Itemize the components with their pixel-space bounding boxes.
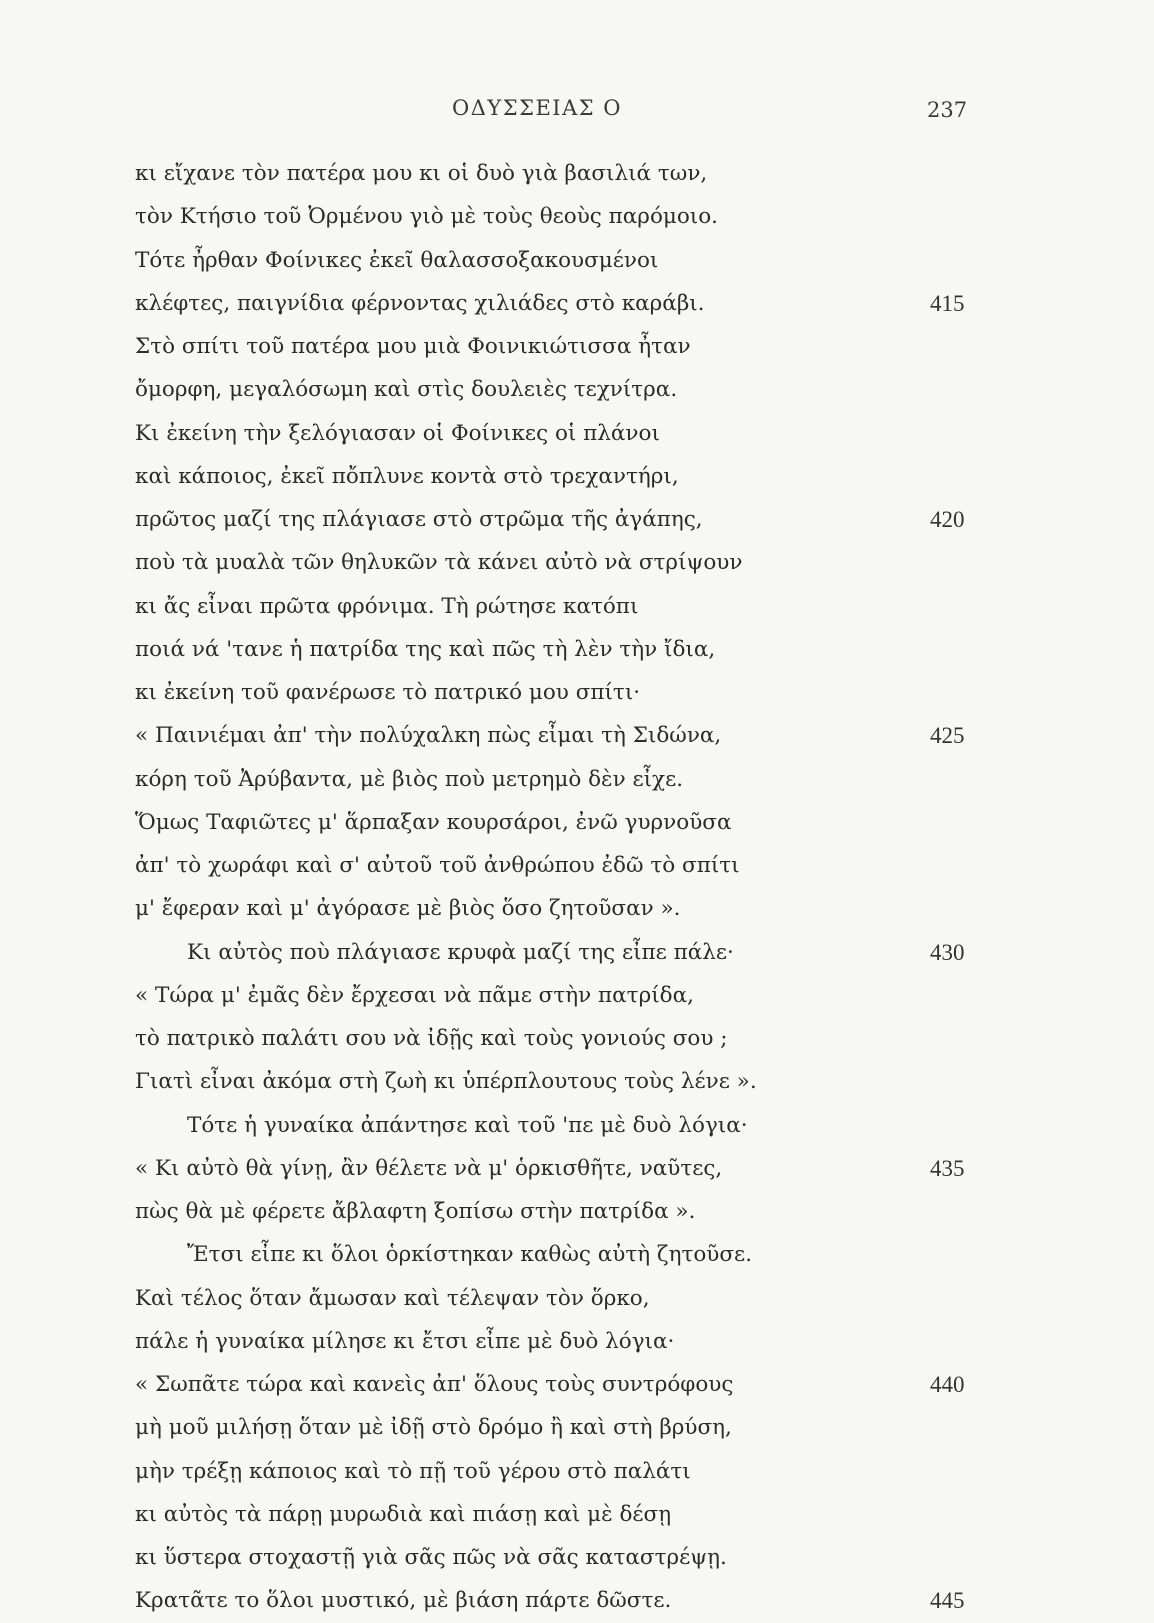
verse-text: « Παινιέμαι ἀπ' τὴν πολύχαλκη πὼς εἶμαι τὴ Σιδώνα, <box>135 723 722 749</box>
verse-text: πὼς θὰ μὲ φέρετε ἄβλαφτη ξοπίσω στὴν πατρίδα ». <box>135 1199 696 1224</box>
verse-line <box>0 931 1154 974</box>
verse-text: Τότε ἦρθαν Φοίνικες ἐκεῖ θαλασσοξακουσμένοι <box>135 247 659 273</box>
verse-text: « Κι αὐτὸ θὰ γίνῃ, ἂν θέλετε νὰ μ' ὁρκισθῆτε, ναῦτες, <box>135 1155 723 1181</box>
verse-text: κι ὕστερα στοχαστῇ γιὰ σᾶς πῶς νὰ σᾶς καταστρέψῃ. <box>135 1545 727 1570</box>
line-number: 415 <box>930 290 965 316</box>
verse-text: « Σωπᾶτε τώρα καὶ κανεὶς ἀπ' ὅλους τοὺς συντρόφους <box>135 1372 734 1397</box>
verse-line <box>0 412 1154 455</box>
verse-line <box>0 325 1154 368</box>
verse-text: Γιατὶ εἶναι ἀκόμα στὴ ζωὴ κι ὑπέρπλουτους τοὺς λένε ». <box>135 1069 757 1095</box>
line-number: 425 <box>930 723 965 749</box>
verse-line <box>0 455 1154 498</box>
verse-text: Κρατᾶτε το ὅλοι μυστικό, μὲ βιάση πάρτε δῶστε. <box>135 1588 672 1614</box>
verse-text: Κι αὐτὸς ποὺ πλάγιασε κρυφὰ μαζί της εἶπε πάλε· <box>187 939 734 965</box>
verse-text: Στὸ σπίτι τοῦ πατέρα μου μιὰ Φοινικιώτισσα ἦταν <box>135 334 691 359</box>
verse-line <box>0 1104 1154 1147</box>
verse-line <box>0 152 1154 195</box>
verse-text: μὴ μοῦ μιλήσῃ ὅταν μὲ ἰδῇ στὸ δρόμο ἢ καὶ στὴ βρύση, <box>135 1415 732 1441</box>
verse-line <box>0 585 1154 628</box>
verse-line <box>0 1493 1154 1536</box>
verse-text: μ' ἔφεραν καὶ μ' ἀγόρασε μὲ βιὸς ὅσο ζητοῦσαν ». <box>135 896 681 922</box>
verse-line <box>0 974 1154 1017</box>
verse-text: κλέφτες, παιγνίδια φέρνοντας χιλιάδες στὸ καράβι. <box>135 290 705 316</box>
verse-text: ἀπ' τὸ χωράφι καὶ σ' αὐτοῦ τοῦ ἀνθρώπου ἐδῶ τὸ σπίτι <box>135 853 740 878</box>
verse-line <box>0 1017 1154 1060</box>
verse-line <box>0 1060 1154 1103</box>
verse-line <box>0 887 1154 930</box>
verse-line <box>0 239 1154 282</box>
verse-text: πάλε ἡ γυναίκα μίλησε κι ἔτσι εἶπε μὲ δυὸ λόγια· <box>135 1328 675 1354</box>
verse-line <box>0 801 1154 844</box>
verse-line <box>0 1536 1154 1579</box>
verse-text: τὸν Κτήσιο τοῦ Ὀρμένου γιὸ μὲ τοὺς θεοὺς παρόμοιο. <box>135 204 719 230</box>
verse-text: Ὅμως Ταφιῶτες μ' ἅρπαξαν κουρσάροι, ἐνῶ γυρνοῦσα <box>135 809 732 835</box>
page-header <box>0 96 1154 130</box>
verse-line <box>0 1450 1154 1493</box>
verse-line <box>0 195 1154 238</box>
verse-text: μὴν τρέξῃ κάποιος καὶ τὸ πῇ τοῦ γέρου στὸ παλάτι <box>135 1458 691 1484</box>
line-number: 440 <box>930 1372 965 1397</box>
verse-text: ποὺ τὰ μυαλὰ τῶν θηλυκῶν τὰ κάνει αὐτὸ νὰ στρίψουν <box>135 550 743 576</box>
verse-text: πρῶτος μαζί της πλάγιασε στὸ στρῶμα τῆς ἀγάπης, <box>135 507 703 532</box>
verse-text: κι ἄς εἶναι πρῶτα φρόνιμα. Τὴ ρώτησε κατόπι <box>135 593 639 619</box>
verse-text: κι ἐκείνη τοῦ φανέρωσε τὸ πατρικό μου σπίτι· <box>135 680 641 705</box>
verse-line <box>0 714 1154 757</box>
verse-text: Κι ἐκείνη τὴν ξελόγιασαν οἱ Φοίνικες οἱ πλάνοι <box>135 420 660 446</box>
verse-line <box>0 1233 1154 1276</box>
verse-text: ποιά νά 'τανε ἡ πατρίδα της καὶ πῶς τὴ λὲν τὴν ἴδια, <box>135 636 716 662</box>
verse-line <box>0 1190 1154 1233</box>
line-number: 445 <box>930 1588 965 1614</box>
verse-line <box>0 1579 1154 1622</box>
verse-line <box>0 671 1154 714</box>
line-number: 420 <box>930 507 965 532</box>
verse-line <box>0 628 1154 671</box>
verse-line <box>0 541 1154 584</box>
verse-text: τὸ πατρικὸ παλάτι σου νὰ ἰδῇς καὶ τοὺς γονιούς σου ; <box>135 1026 728 1051</box>
verse-text: « Τώρα μ' ἐμᾶς δὲν ἔρχεσαι νὰ πᾶμε στὴν πατρίδα, <box>135 982 694 1008</box>
verse-text: Τότε ἡ γυναίκα ἀπάντησε καὶ τοῦ 'πε μὲ δυὸ λόγια· <box>187 1112 748 1138</box>
verse-text: Καὶ τέλος ὅταν ἄμωσαν καὶ τέλεψαν τὸν ὅρκο, <box>135 1285 650 1311</box>
verse-line <box>0 758 1154 801</box>
verse-line <box>0 1363 1154 1406</box>
line-number: 435 <box>930 1155 965 1181</box>
verse-line <box>0 498 1154 541</box>
verse-text: ὄμορφη, μεγαλόσωμη καὶ στὶς δουλειὲς τεχνίτρα. <box>135 377 678 403</box>
line-number: 430 <box>930 939 965 965</box>
verse-text: καὶ κάποιος, ἐκεῖ πὄπλυνε κοντὰ στὸ τρεχαντήρι, <box>135 463 679 489</box>
verse-line <box>0 1406 1154 1449</box>
verse-text: κόρη τοῦ Ἀρύβαντα, μὲ βιὸς ποὺ μετρημὸ δὲν εἶχε. <box>135 766 684 792</box>
verse-line <box>0 282 1154 325</box>
verse-text: κι εἴχανε τὸν πατέρα μου κι οἱ δυὸ γιὰ βασιλιά των, <box>135 161 708 186</box>
verse-line <box>0 844 1154 887</box>
running-title: ΟΔΥΣΣΕΙΑΣ Ο <box>452 96 622 120</box>
verse-line <box>0 368 1154 411</box>
verse-line <box>0 1320 1154 1363</box>
verse-line <box>0 1147 1154 1190</box>
verse-text: Ἔτσι εἶπε κι ὅλοι ὁρκίστηκαν καθὼς αὐτὴ ζητοῦσε. <box>187 1242 753 1268</box>
verse-line <box>0 1277 1154 1320</box>
verse-text: κι αὐτὸς τὰ πάρῃ μυρωδιὰ καὶ πιάσῃ καὶ μὲ δέσῃ <box>135 1501 672 1527</box>
page-number: 237 <box>927 98 968 122</box>
verse-list <box>0 152 1154 1623</box>
